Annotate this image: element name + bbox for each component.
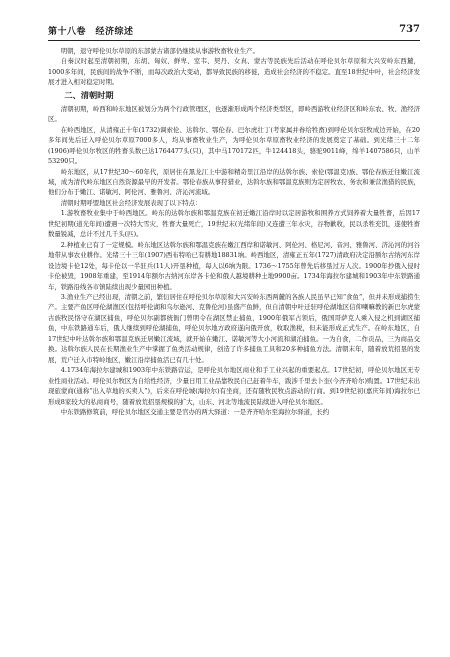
paragraph: 2.种植业已有了一定规模。岭东地区达斡尔族和鄂温克族在嫩江西岸和诺敏河、阿伦河、格尼河、音河、雅鲁河、济沁河的河谷地带从事农业耕作。光绪三十三年(1907)西布特哈已有耕地18831垧。岭西地区，清雍正五年(1727)清政府决定沿额尔古纳河东岸设边境卡伦12处，每卡伦以一半驻兵(11人)开垦种植，每人以6垧为限。1736～1755年曾先后移垦过万人次。1900年抄俄入侵时卡伦被毁，1908年重建，至1914年额尔古纳河东岸各卡伦和俄人越境耕种土地9900亩。1734年海拉尔建城和1903年中东铁路通车，铁路沿线各市镇陆续出现少量园田种植。 — [48, 240, 420, 291]
body-text — [48, 46, 420, 649]
paragraph: 清朝初期，岭西和岭东地区被划分为两个行政管理区，也逐渐形成两个经济类型区，即岭西游牧业经济区和岭东农、牧、渔经济区。 — [48, 104, 420, 124]
paragraph: 中东铁路修筑前，呼伦贝尔地区交通主要是官办的两大驿道：一是齐齐哈尔至海拉尔驿道，长约 — [60, 407, 330, 416]
running-title: 第十八卷 经济综述 — [48, 27, 134, 37]
paragraph: 岭东地区，从17世纪30～60年代，原居住在黑龙江上中游和精奇里江沿岸的达斡尔族、索伦(鄂温克)族、鄂伦春族迁往嫩江流域，成为清代岭东地区自然资源最早的开发者。鄂伦春族从事狩猎业，达斡尔族和鄂温克族则为定居牧农、务农和兼营渔猎的民族，他们分布于嫩江、诺敏河、阿伦河、雅鲁河、济沁河流域。 — [48, 167, 420, 197]
section-heading: 二、清朝时期 — [64, 89, 114, 100]
paragraph: 明朝，退守呼伦贝尔草原的东部蒙古诸部仍继续从事游牧畜牧业生产。 — [60, 47, 259, 55]
page-number: 737 — [399, 24, 420, 35]
paragraph: 3.渔业生产已经出现，清朝之前，繁衍居住在呼伦贝尔草原和大兴安岭东西两麓的各族人民虽早已知“食鱼”，但并未形成捕捞生产。主要产鱼区呼伦湖渔区(包括呼伦湖和乌尔逊河、克鲁伦河)虽盛产鱼鲜，但自清朝中叶迁驻呼伦湖地区信仰喇嘛教的新巴尔虎蒙古族牧民恪守在湖区捕鱼，呼伦贝尔副都统衙门曾明令在湖区禁止捕鱼，1900年俄军占领后，俄国哥萨克人乘入侵之机到湖区捕鱼，中东铁路通车后，俄人继续到呼伦湖捕鱼，呼伦贝尔地方政府遂向俄开放，收取渔税，但未能形成正式生产。在岭东地区，自17世纪中叶达斡尔族和鄂温克族迁居嫩江流域，就开始在嫩江、诺敏河等大小河流和湖泊捕鱼。一为自食，二作贡品，三为商品交换。达斡尔族人民在长期渔业生产中掌握了鱼类活动规律，创造了许多捕鱼工具和20多种捕鱼方法。清朝末年，随着放荒招垦的发展，荒户迁入市特岭地区，嫩江沿岸捕鱼活已有几十处。 — [48, 292, 420, 364]
paragraph: 自秦汉时起至清朝初期，东胡、匈奴、鲜卑、室韦、契丹、女真、蒙古等民族先后活动在呼伦贝尔草原和大兴安岭东西麓，1000多年间，民族间的战争不断，而每次政治大变动，都导致民族的移徙，造成社会经济的不稳定。直至18世纪中叶，社会经济发展才进入相对稳定时期。 — [48, 57, 420, 87]
paragraph: 4.1734年海拉尔建城和1903年中东铁路营运，是呼伦贝尔地区商业和手工业兴起的重要起点。17世纪初，呼伦贝尔地区无专业性商业活动。呼伦贝尔牧区为自给性经济，少量日用工业品靠牧民自己赶着牛车，跋涉千里去卜奎(今齐齐哈尔)购置。17世纪末出现旅蒙商(通称“出入草地的买卖人”)，后来在呼伦城(海拉尔)有坐商，还有随牧民牧点游动的行商。到19世纪初(嘉庆年间)海拉尔已形成8家较大的私商商号，随着放荒招垦规模的扩大，山东、河北等地流民陆续进入呼伦贝尔地区。 — [48, 366, 420, 406]
paragraph: 在岭西地区，从清雍正十年(1732)调索伦、达斡尔、鄂伦春、巴尔虎壮丁(考家属并眷给牲畜)到呼伦贝尔驻牧成边开始，在20多年间先后迁入呼伦贝尔草原7000多人，均从事畜牧业生产，为呼伦贝尔草原畜牧业经济的发展奠定了基础。到光绪三十二年(1906)呼伦贝尔牧区的牲畜头数已达1764477头(只)，其中马170172匹，牛124418头，骆驼9011峰，绵羊1407586只，山羊53290只。 — [48, 125, 420, 166]
running-header — [48, 24, 420, 41]
paragraph: 清朝时期呼盟地区社会经济发展表现了以下特点： — [60, 198, 202, 207]
paragraph: 1.游牧畜牧业集中于岭西地区。岭东的达斡尔族和鄂温克族在初迁嫩江沿岸时以定居游牧和围养方式饲养着大量牲畜，后因17世纪初期(道光年间)遭遇一次特大雪灾，牲畜大量死亡，19世纪末(光绪年间)又连遭三年水灾，谷物歉收，民以杀牲充饥，遂使牲畜数量锐减，总计不过几千头(匹)。 — [48, 209, 420, 239]
